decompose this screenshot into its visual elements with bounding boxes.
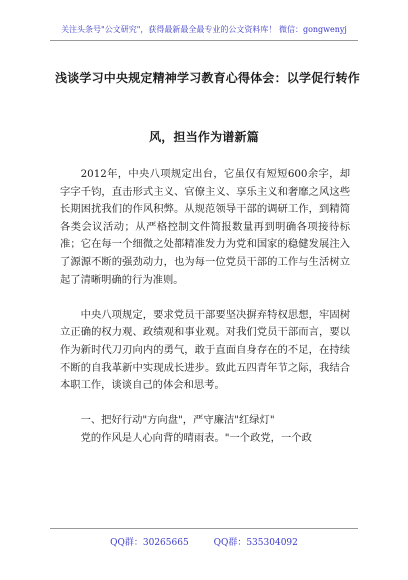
header-banner: 关注头条号"公文研究"，获得最新最全最专业的公文资料库！ 微信：gongwenyj xyxy=(50,24,358,41)
paragraph-1: 2012年，中央八项规定出台，它虽仅有短短600余字，却字字千钧，直击形式主义、官僚主义、享乐主义和奢靡之风这些长期困扰我们的作风积弊。从规范领导干部的调研工作，到精简各类会议活动；从严格控制文件简报数量再到明确各项接待标准；它在每一个细微之处都精准发力为党和国家的稳健发展注入了源源不断的强劲动力，也为每一位党员干部的工作与生活树立起了清晰明确的行为准则。 xyxy=(60,168,350,286)
paragraph-3: 党的作风是人心向背的晴雨表。"一个政党，一个政 xyxy=(80,431,312,444)
footer-divider xyxy=(50,528,358,529)
document-body xyxy=(60,166,350,448)
footer-qq-group-1: QQ群：30265665 xyxy=(110,538,189,548)
footer xyxy=(0,535,408,548)
document-title-line-2: 风，担当作为谱新篇 xyxy=(149,130,259,144)
section-heading-1: 一、把好行动"方向盘"，严守廉洁"红绿灯" xyxy=(80,414,275,427)
paragraph-2: 中央八项规定，要求党员干部要坚决摒弃特权思想，牢固树立正确的权力观、政绩观和事业观。对我们党员干部而言，要以作为新时代刀刃向内的勇气，敢于直面自身存在的不足，在持续不断的自我革新中实现成长进步。致此五四青年节之际，我结合本职工作，谈谈自己的体会和思考。 xyxy=(60,308,350,392)
document-title-line-1: 浅谈学习中央规定精神学习教育心得体会：以学促行转作 xyxy=(55,71,361,85)
footer-qq-group-2: QQ群：535304092 xyxy=(213,538,298,548)
